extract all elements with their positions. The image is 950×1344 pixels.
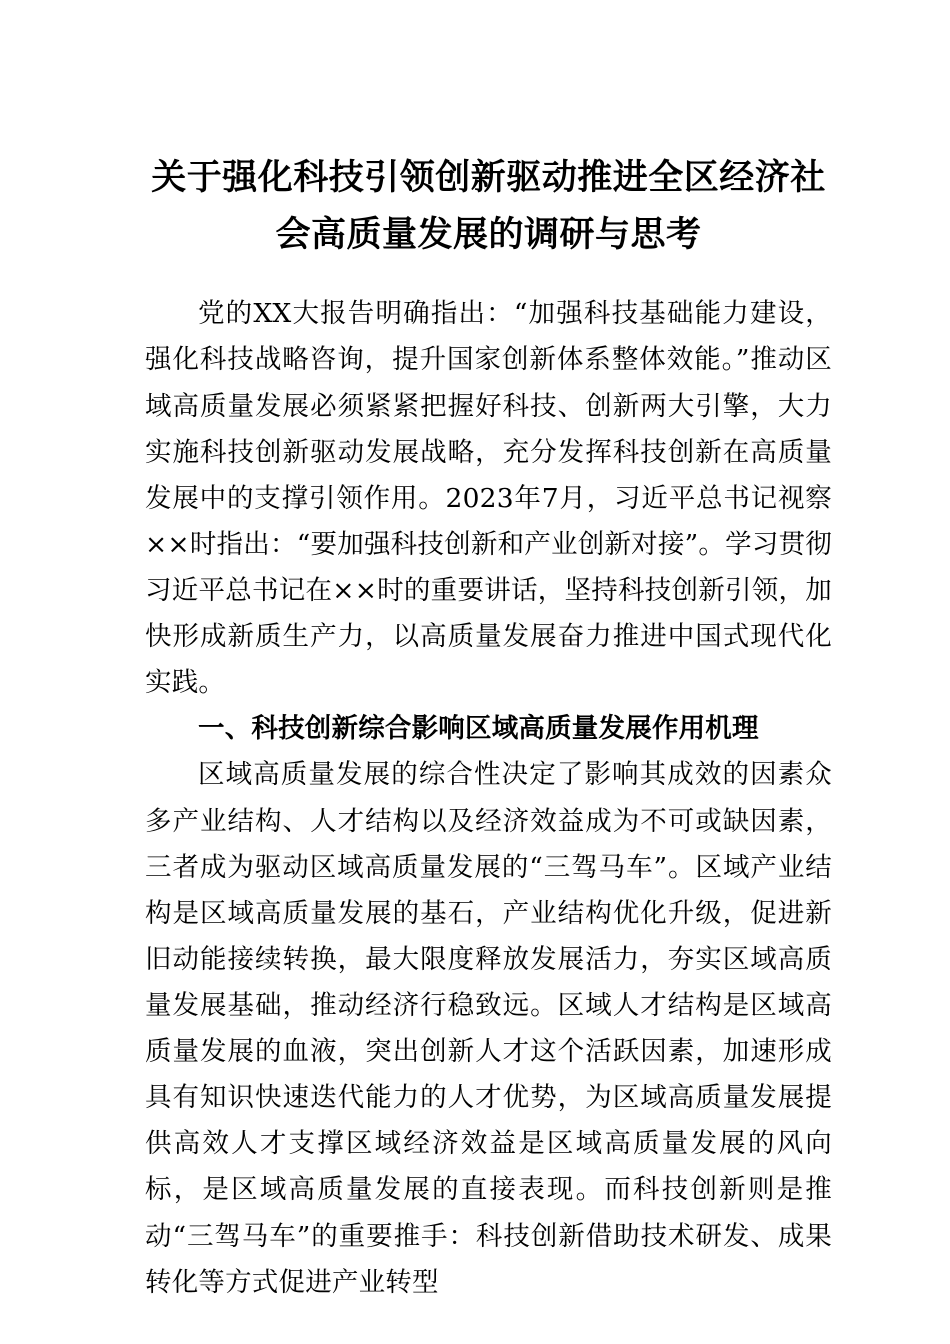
paragraph-section-1-body: 区域高质量发展的综合性决定了影响其成效的因素众多产业结构、人才结构以及经济效益成为不可或缺因素，三者成为驱动区域高质量发展的“三驾马车”。区域产业结构是区域高质量发展的基石，产业结构优化升级，促进新旧动能接续转换，最大限度释放发展活力，夯实区域高质量发展基础，推动经济行稳致远。区域人才结构是区域高质量发展的血液，突出创新人才这个活跃因素，加速形成具有知识快速迭代能力的人才优势，为区域高质量发展提供高效人才支撑区域经济效益是区域高质量发展的风向标，是区域高质量发展的直接表现。而科技创新则是推动“三驾马车”的重要推手：科技创新借助技术研发、成果转化等方式促进产业转型 <box>145 759 832 1298</box>
section-heading-1: 一、科技创新综合影响区域高质量发展作用机理 <box>198 713 759 745</box>
paragraph-intro: 党的XX大报告明确指出：“加强科技基础能力建设，强化科技战略咨询，提升国家创新体系整体效能。”推动区域高质量发展必须紧紧把握好科技、创新两大引擎，大力实施科技创新驱动发展战略，充分发挥科技创新在高质量发展中的支撑引领作用。2023年7月，习近平总书记视察××时指出：“要加强科技创新和产业创新对接”。学习贯彻习近平总书记在××时的重要讲话，坚持科技创新引领，加快形成新质生产力，以高质量发展奋力推进中国式现代化实践。 <box>145 298 832 699</box>
page-title: 关于强化科技引领创新驱动推进全区经济社会高质量发展的调研与思考 <box>151 158 826 255</box>
